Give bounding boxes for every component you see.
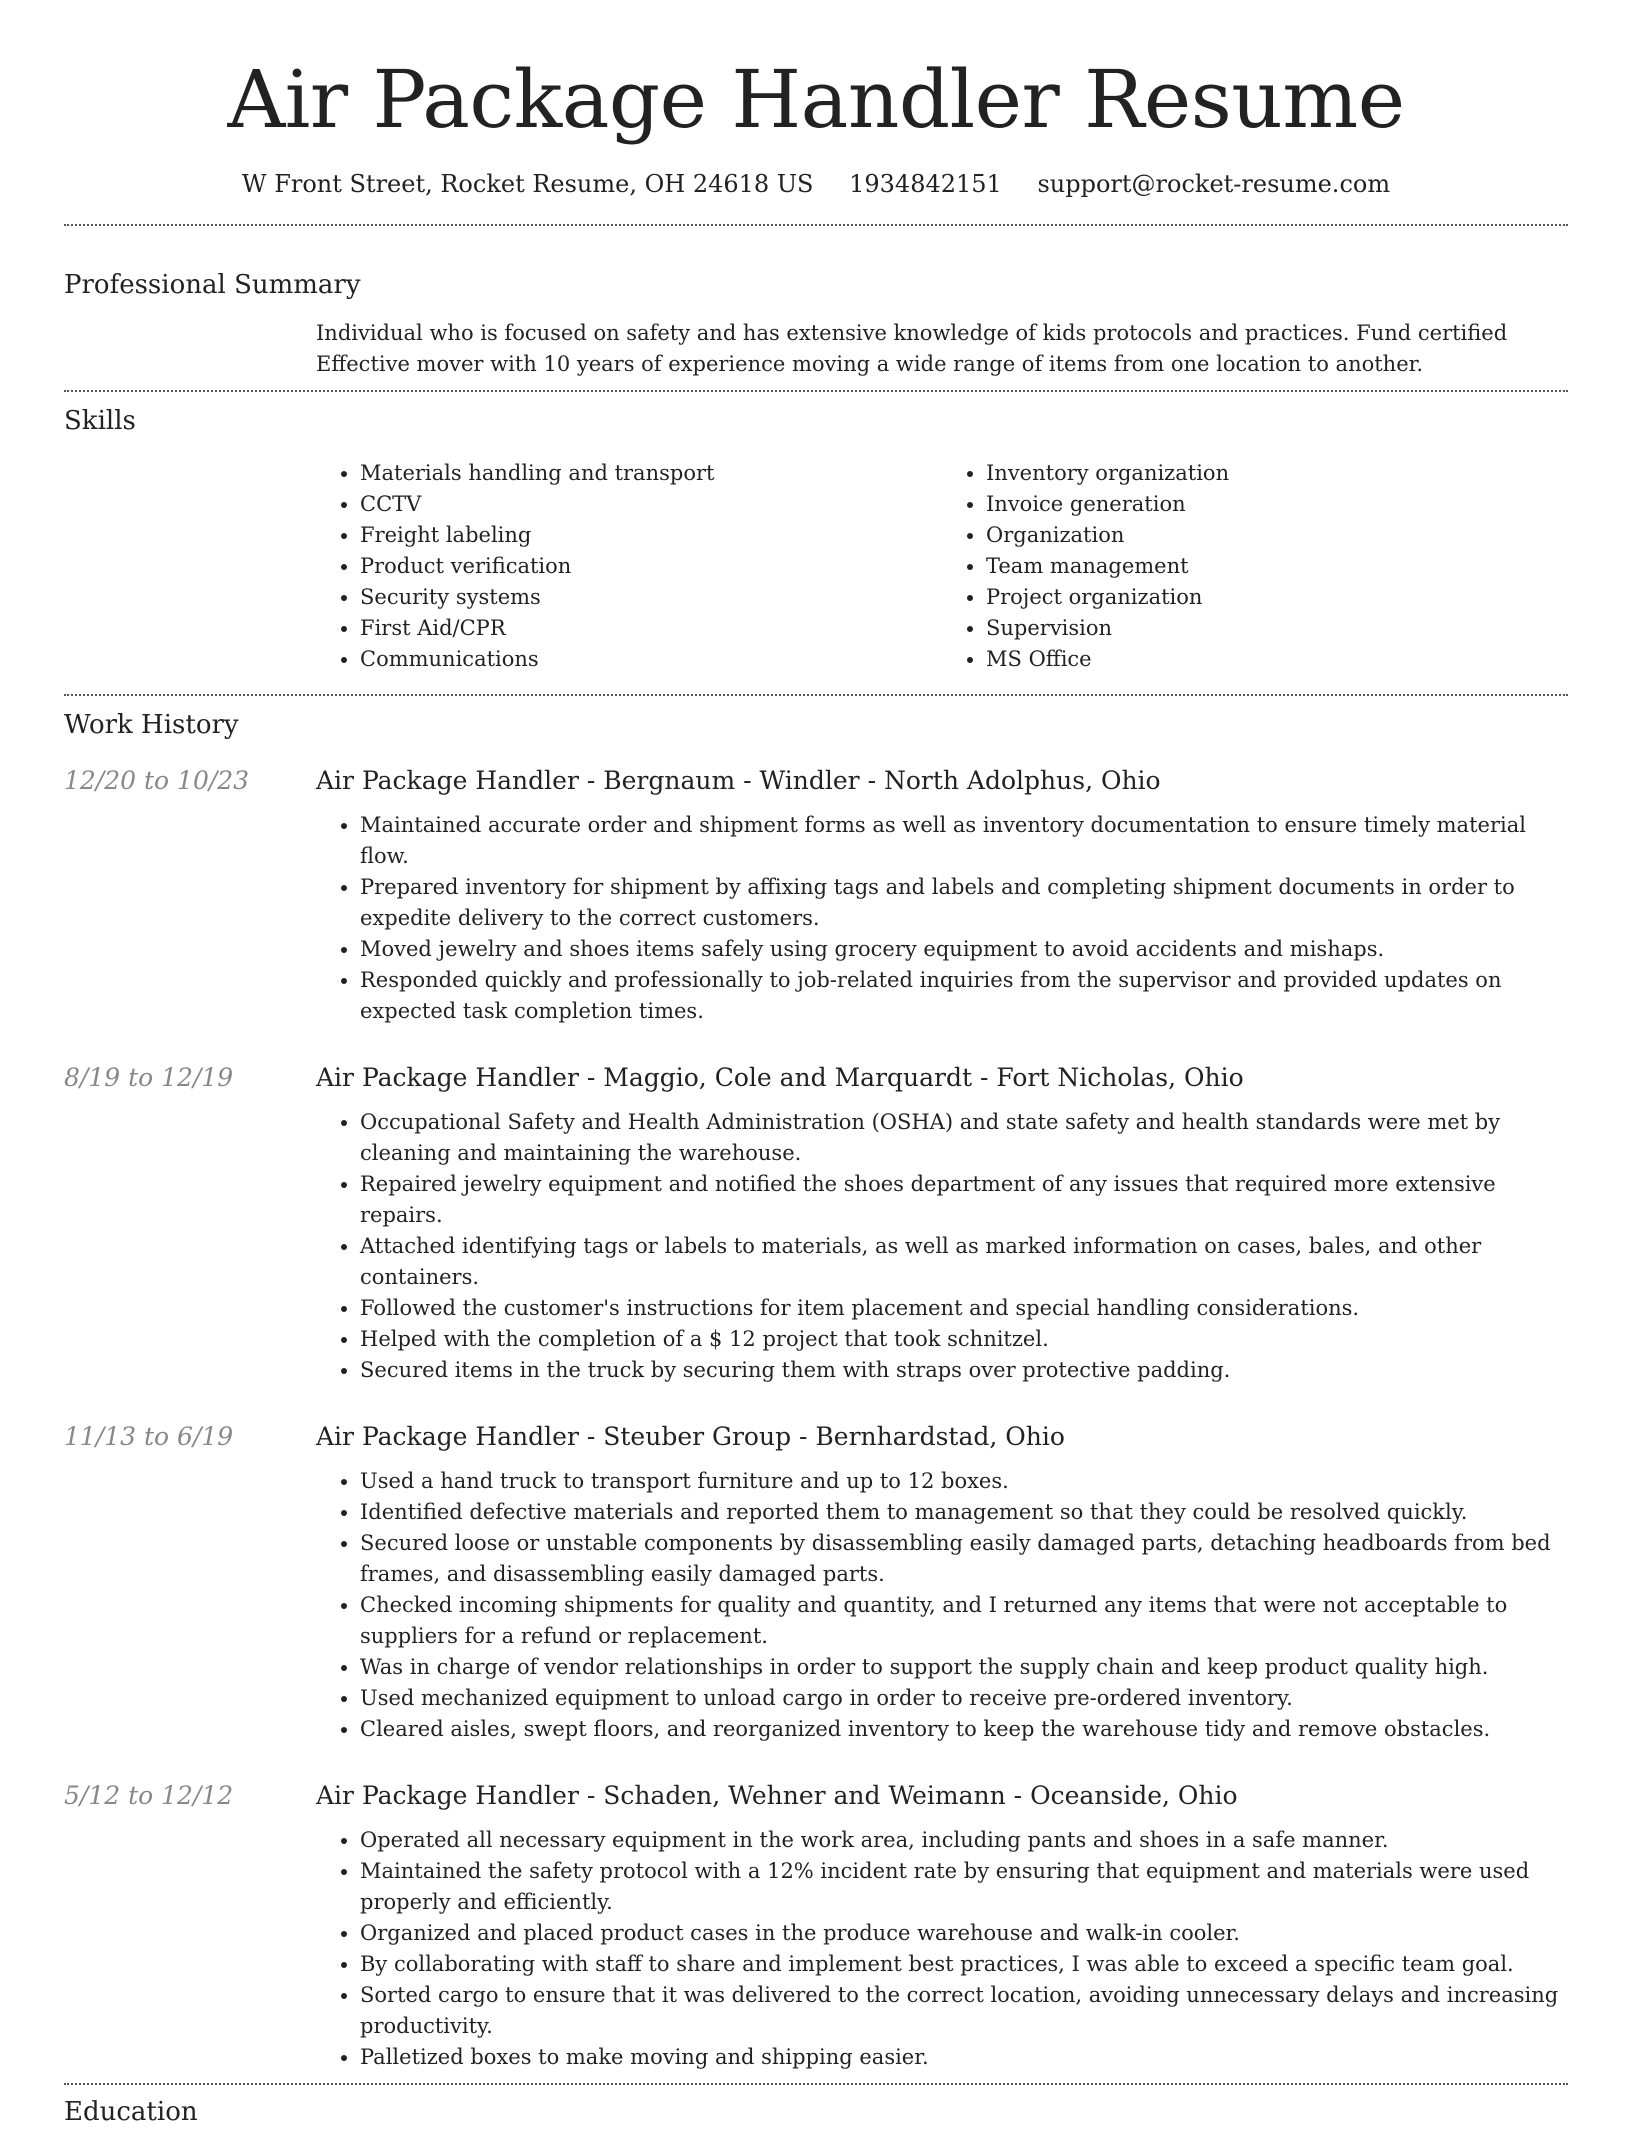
- job-bullet: • Prepared inventory for shipment by affixing tags and labels and completing shipment documents in order to expedite delivery to the correct customers.: [360, 872, 1568, 934]
- contact-address: W Front Street, Rocket Resume, OH 24618 US: [241, 170, 814, 198]
- job-bullet: • Repaired jewelry equipment and notified the shoes department of any issues that required more extensive repairs.: [360, 1169, 1568, 1231]
- skill-item: • Security systems: [360, 582, 942, 613]
- job-bullet: • Organized and placed product cases in the produce warehouse and walk-in cooler.: [360, 1918, 1568, 1949]
- work-heading: Work History: [64, 710, 239, 740]
- job-bullets: [316, 1107, 1568, 1386]
- skill-item: • Team management: [986, 551, 1568, 582]
- job-bullet: • Secured loose or unstable components by disassembling easily damaged parts, detaching headboards from bed frames, and disassembling easily damaged parts.: [360, 1528, 1568, 1590]
- job-bullet: • Responded quickly and professionally to job-related inquiries from the supervisor and provided updates on expected task completion times.: [360, 965, 1568, 1027]
- job-bullet: • Was in charge of vendor relationships in order to support the supply chain and keep product quality high.: [360, 1652, 1568, 1683]
- job-bullets: [316, 1466, 1568, 1745]
- job-header: [64, 1061, 1568, 1095]
- job-entry: [64, 764, 1568, 1027]
- contact-line: [64, 168, 1568, 200]
- work-section: [64, 708, 1568, 2073]
- job-dates: 11/13 to 6/19: [64, 1422, 234, 1451]
- job-bullet: • Used a hand truck to transport furniture and up to 12 boxes.: [360, 1466, 1568, 1497]
- job-header: [64, 1420, 1568, 1454]
- job-bullet: • Attached identifying tags or labels to materials, as well as marked information on cases, bales, and other containers.: [360, 1231, 1568, 1293]
- job-title: Air Package Handler - Steuber Group - Bernhardstad, Ohio: [316, 1422, 1065, 1451]
- job-bullet: • Followed the customer's instructions for item placement and special handling considerations.: [360, 1293, 1568, 1324]
- job-header: [64, 764, 1568, 798]
- skill-item: • Inventory organization: [986, 458, 1568, 489]
- job-title: Air Package Handler - Bergnaum - Windler - North Adolphus, Ohio: [316, 766, 1161, 795]
- education-section: [64, 2095, 1568, 2129]
- skill-item: • Freight labeling: [360, 520, 942, 551]
- divider: [64, 2083, 1568, 2085]
- job-dates: 8/19 to 12/19: [64, 1063, 234, 1092]
- skills-heading: Skills: [64, 406, 136, 436]
- job-bullet: • Checked incoming shipments for quality and quantity, and I returned any items that were not acceptable to suppliers for a refund or replacement.: [360, 1590, 1568, 1652]
- job-bullet: • Maintained accurate order and shipment forms as well as inventory documentation to ensure timely material flow.: [360, 810, 1568, 872]
- skill-item: • Organization: [986, 520, 1568, 551]
- job-title: Air Package Handler - Schaden, Wehner and Weimann - Oceanside, Ohio: [316, 1781, 1238, 1810]
- skill-item: • MS Office: [986, 644, 1568, 675]
- skills-grid: [316, 458, 1568, 675]
- job-entry: [64, 1420, 1568, 1745]
- job-dates: 5/12 to 12/12: [64, 1781, 234, 1810]
- skill-item: • Project organization: [986, 582, 1568, 613]
- job-dates: 12/20 to 10/23: [64, 766, 250, 795]
- skills-list-right: [942, 458, 1568, 675]
- job-bullet: • Operated all necessary equipment in the work area, including pants and shoes in a safe manner.: [360, 1825, 1568, 1856]
- skill-item: • First Aid/CPR: [360, 613, 942, 644]
- jobs-list: [64, 764, 1568, 2073]
- job-bullet: • Cleared aisles, swept floors, and reorganized inventory to keep the warehouse tidy and remove obstacles.: [360, 1714, 1568, 1745]
- skill-item: • Product verification: [360, 551, 942, 582]
- job-bullet: • Palletized boxes to make moving and shipping easier.: [360, 2042, 1568, 2073]
- skills-list-left: [316, 458, 942, 675]
- education-heading: Education: [64, 2097, 198, 2127]
- skill-item: • Materials handling and transport: [360, 458, 942, 489]
- skill-item: • CCTV: [360, 489, 942, 520]
- summary-section: [64, 268, 1568, 380]
- summary-heading: Professional Summary: [64, 270, 361, 300]
- job-bullet: • By collaborating with staff to share and implement best practices, I was able to exceed a specific team goal.: [360, 1949, 1568, 1980]
- job-bullet: • Moved jewelry and shoes items safely using grocery equipment to avoid accidents and mishaps.: [360, 934, 1568, 965]
- summary-text: Individual who is focused on safety and has extensive knowledge of kids protocols and practices. Fund certified Effective mover with 10 years of experience moving a wide range of items from one location to another.: [316, 321, 1508, 376]
- job-bullet: • Identified defective materials and reported them to management so that they could be resolved quickly.: [360, 1497, 1568, 1528]
- job-bullet: • Sorted cargo to ensure that it was delivered to the correct location, avoiding unnecessary delays and increasing productivity.: [360, 1980, 1568, 2042]
- divider: [64, 224, 1568, 226]
- job-bullets: [316, 810, 1568, 1027]
- job-bullet: • Used mechanized equipment to unload cargo in order to receive pre-ordered inventory.: [360, 1683, 1568, 1714]
- divider: [64, 390, 1568, 392]
- job-bullet: • Secured items in the truck by securing them with straps over protective padding.: [360, 1355, 1568, 1386]
- job-bullet: • Helped with the completion of a $ 12 project that took schnitzel.: [360, 1324, 1568, 1355]
- job-entry: [64, 1061, 1568, 1386]
- job-entry: [64, 1779, 1568, 2073]
- job-bullets: [316, 1825, 1568, 2073]
- skill-item: • Communications: [360, 644, 942, 675]
- skill-item: • Supervision: [986, 613, 1568, 644]
- job-bullet: • Occupational Safety and Health Administration (OSHA) and state safety and health standards were met by cleaning and maintaining the warehouse.: [360, 1107, 1568, 1169]
- job-title: Air Package Handler - Maggio, Cole and Marquardt - Fort Nicholas, Ohio: [316, 1063, 1244, 1092]
- contact-phone: 1934842151: [849, 170, 1002, 198]
- skill-item: • Invoice generation: [986, 489, 1568, 520]
- resume-title: Air Package Handler Resume: [227, 53, 1405, 146]
- skills-section: [64, 404, 1568, 675]
- divider: [64, 694, 1568, 696]
- job-header: [64, 1779, 1568, 1813]
- contact-email: support@rocket-resume.com: [1037, 170, 1391, 198]
- job-bullet: • Maintained the safety protocol with a 12% incident rate by ensuring that equipment and materials were used properly and efficiently.: [360, 1856, 1568, 1918]
